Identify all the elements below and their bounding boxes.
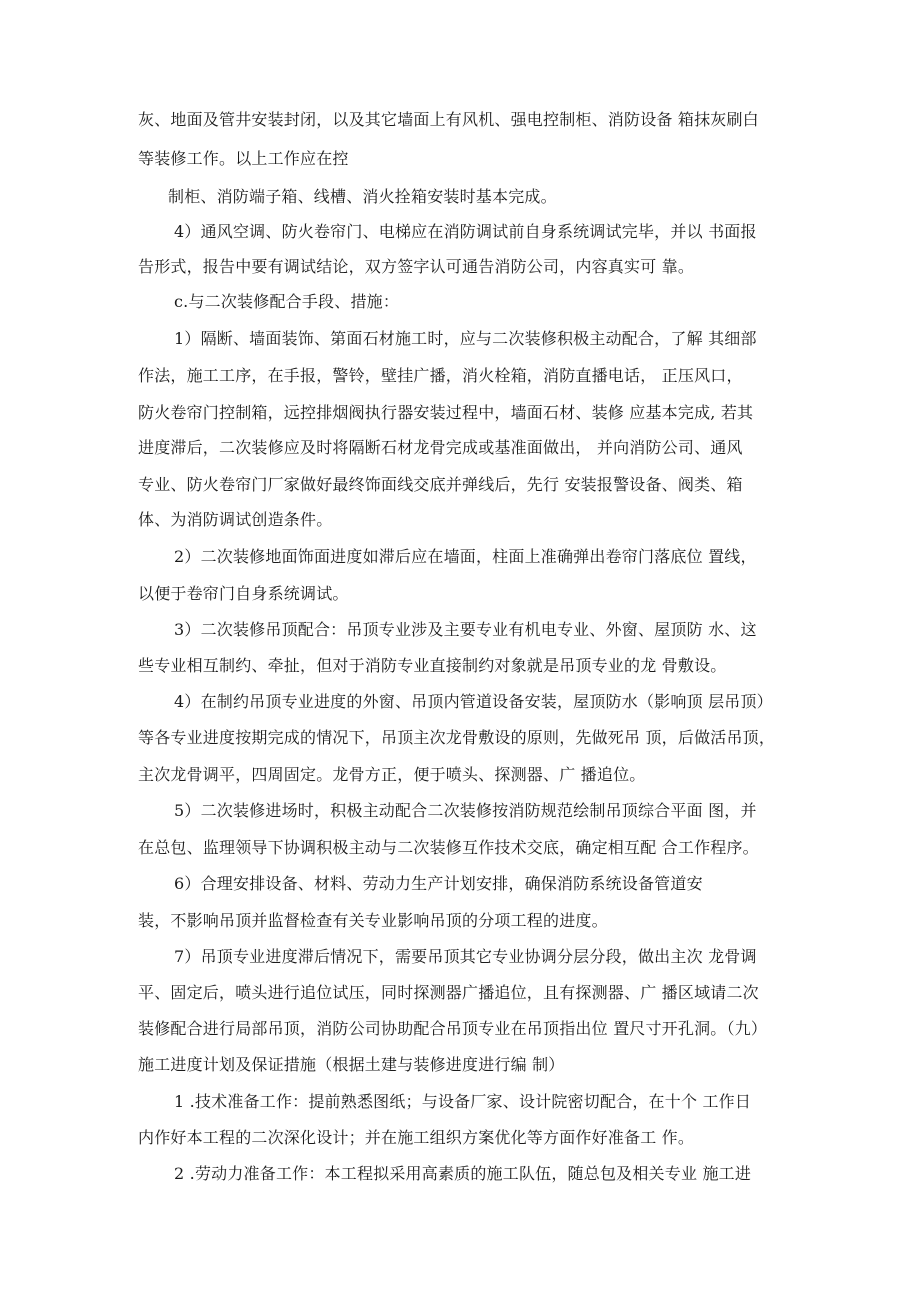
text-line: 制柜、消防端子箱、线槽、消火拴箱安装时基本完成。 xyxy=(168,187,557,206)
text-line: 防火卷帘门控制箱，远控排烟阀执行器安装过程中，墙面石材、装修 应基本完成, 若其 xyxy=(138,403,754,422)
text-line: 作法，施工工序，在手报，警铃，壁挂广播，消火栓箱，消防直播电话， 正压风口， xyxy=(138,366,743,385)
text-line: 施工进度计划及保证措施（根据土建与装修进度进行编 制） xyxy=(138,1055,565,1074)
text-line: 4）在制约吊顶专业进度的外窗、吊顶内管道设备安装，屋顶防水（影响顶 层吊顶） xyxy=(174,692,773,711)
text-line: 灰、地面及管井安装封闭，以及其它墙面上有风机、强电控制柜、消防设备 箱抹灰刷白 xyxy=(138,110,759,129)
text-line: 5）二次装修进场时，积极主动配合二次装修按消防规范绘制吊顶综合平面 图，并 xyxy=(174,801,757,820)
text-line: 1）隔断、墙面装饰、第面石材施工时，应与二次装修积极主动配合，了解 其细部 xyxy=(174,329,757,348)
text-line: 平、固定后，喷头进行追位试压，同时探测器广播追位，且有探测器、广 播区域请二次 xyxy=(138,983,759,1002)
text-line: 主次龙骨调平，四周固定。龙骨方正，便于喷头、探测器、广 播追位。 xyxy=(138,765,646,784)
text-line: 1 .技术准备工作：提前熟悉图纸；与设备厂家、设计院密切配合，在十个 工作日 xyxy=(174,1092,752,1111)
text-line: 等装修工作。以上工作应在控 xyxy=(138,149,349,168)
text-line: 7）吊顶专业进度滞后情况下，需要吊顶其它专业协调分层分段，做出主次 龙骨调 xyxy=(174,947,757,966)
text-line: 告形式，报告中要有调试结论，双方签字认可通告消防公司，内容真实可 靠。 xyxy=(138,257,695,276)
text-line: 进度滞后，二次装修应及时将隔断石材龙骨完成或基准面做出， 并向消防公司、通风 xyxy=(138,438,743,457)
text-line: 6）合理安排设备、材料、劳动力生产计划安排，确保消防系统设备管道安 xyxy=(174,874,703,893)
text-line: 等各专业进度按期完成的情况下，吊顶主次龙骨敷设的原则，先做死吊 顶，后做活吊顶， xyxy=(138,728,776,747)
text-line: 以便于卷帘门自身系统调试。 xyxy=(138,584,349,603)
text-line: 2）二次装修地面饰面进度如滞后应在墙面，柱面上准确弹出卷帘门落底位 置线， xyxy=(174,547,757,566)
text-line: 装修配合进行局部吊顶，消防公司协助配合吊顶专业在吊顶指出位 置尺寸开孔洞。（九） xyxy=(138,1019,768,1038)
text-line: 在总包、监理领导下协调积极主动与二次装修互作技术交底，确定相互配 合工作程序。 xyxy=(138,838,759,857)
text-line: 3）二次装修吊顶配合：吊顶专业涉及主要专业有机电专业、外窗、屋顶防 水、这 xyxy=(174,620,757,639)
section-heading: c.与二次装修配合手段、措施： xyxy=(174,292,400,311)
text-line: 2 .劳动力准备工作：本工程拟采用高素质的施工队伍，随总包及相关专业 施工进 xyxy=(174,1164,752,1183)
text-line: 专业、防火卷帘门厂家做好最终饰面线交底并弹线后，先行 安装报警设备、阀类、箱 xyxy=(138,475,743,494)
text-line: 些专业相互制约、牵扯，但对于消防专业直接制约对象就是吊顶专业的龙 骨敷设。 xyxy=(138,656,727,675)
text-line: 4）通风空调、防火卷帘门、电梯应在消防调试前自身系统调试完毕，并以 书面报 xyxy=(174,222,757,241)
text-line: 内作好本工程的二次深化设计；并在施工组织方案优化等方面作好准备工 作。 xyxy=(138,1128,695,1147)
text-line: 装，不影响吊顶并监督检查有关专业影响吊顶的分项工程的进度。 xyxy=(138,911,608,930)
text-line: 体、为消防调试创造条件。 xyxy=(138,510,333,529)
